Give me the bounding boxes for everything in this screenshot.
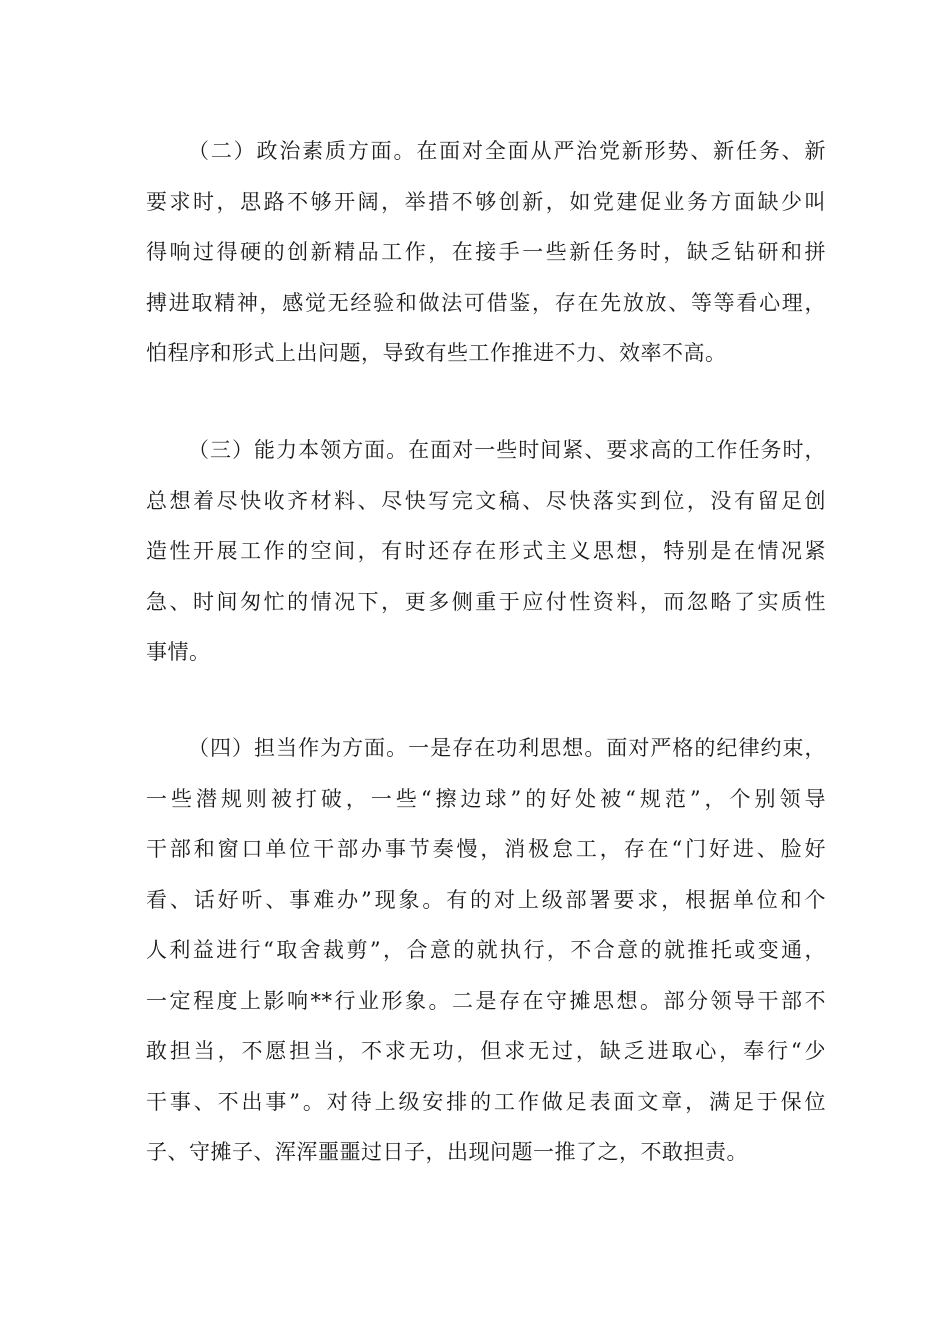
paragraph-line: 总想着尽快收齐材料、尽快写完文稿、尽快落实到位，没有留足创: [146, 488, 826, 513]
paragraph-line: 搏进取精神，感觉无经验和做法可借鉴，存在先放放、等等看心理，: [146, 290, 826, 315]
paragraph-line: （二）政治素质方面。在面对全面从严治党新形势、新任务、新: [188, 139, 826, 163]
paragraph-line: 子、守摊子、浑浑噩噩过日子，出现问题一推了之，不敢担责。: [146, 1140, 748, 1164]
paragraph-line: 急、时间匆忙的情况下，更多侧重于应付性资料，而忽略了实质性: [146, 589, 826, 614]
paragraph-line: 一些潜规则被打破，一些“擦边球”的好处被“规范”，个别领导: [146, 786, 826, 811]
paragraph-responsibility: [146, 723, 826, 1178]
paragraph-line: 敢担当，不愿担当，不求无功，但求无过，缺乏进取心，奉行“少: [146, 1039, 826, 1063]
paragraph-line: 看、话好听、事难办”现象。有的对上级部署要求，根据单位和个: [146, 887, 826, 912]
paragraph-line: 造性开展工作的空间，有时还存在形式主义思想，特别是在情况紧: [146, 539, 826, 563]
paragraph-line: 一定程度上影响**行业形象。二是存在守摊思想。部分领导干部不: [146, 988, 826, 1013]
paragraph-line: 干部和窗口单位干部办事节奏慢，消极怠工，存在“门好进、脸好: [146, 837, 826, 861]
paragraph-line: 得响过得硬的创新精品工作，在接手一些新任务时，缺乏钻研和拼: [146, 240, 826, 264]
paragraph-line: （四）担当作为方面。一是存在功利思想。面对严格的纪律约束，: [188, 736, 826, 760]
paragraph-line: （三）能力本领方面。在面对一些时间紧、要求高的工作任务时，: [188, 438, 826, 462]
paragraph-line: 事情。: [146, 640, 211, 664]
paragraph-line: 干事、不出事”。对待上级安排的工作做足表面文章，满足于保位: [146, 1089, 826, 1114]
paragraph-ability: [146, 425, 826, 678]
paragraph-line: 要求时，思路不够开阔，举措不够创新，如党建促业务方面缺少叫: [146, 189, 826, 214]
paragraph-line: 人利益进行“取舍裁剪”，合意的就执行，不合意的就推托或变通，: [146, 938, 826, 962]
paragraph-line: 怕程序和形式上出问题，导致有些工作推进不力、效率不高。: [146, 341, 727, 365]
paragraph-political-quality: [146, 126, 826, 379]
